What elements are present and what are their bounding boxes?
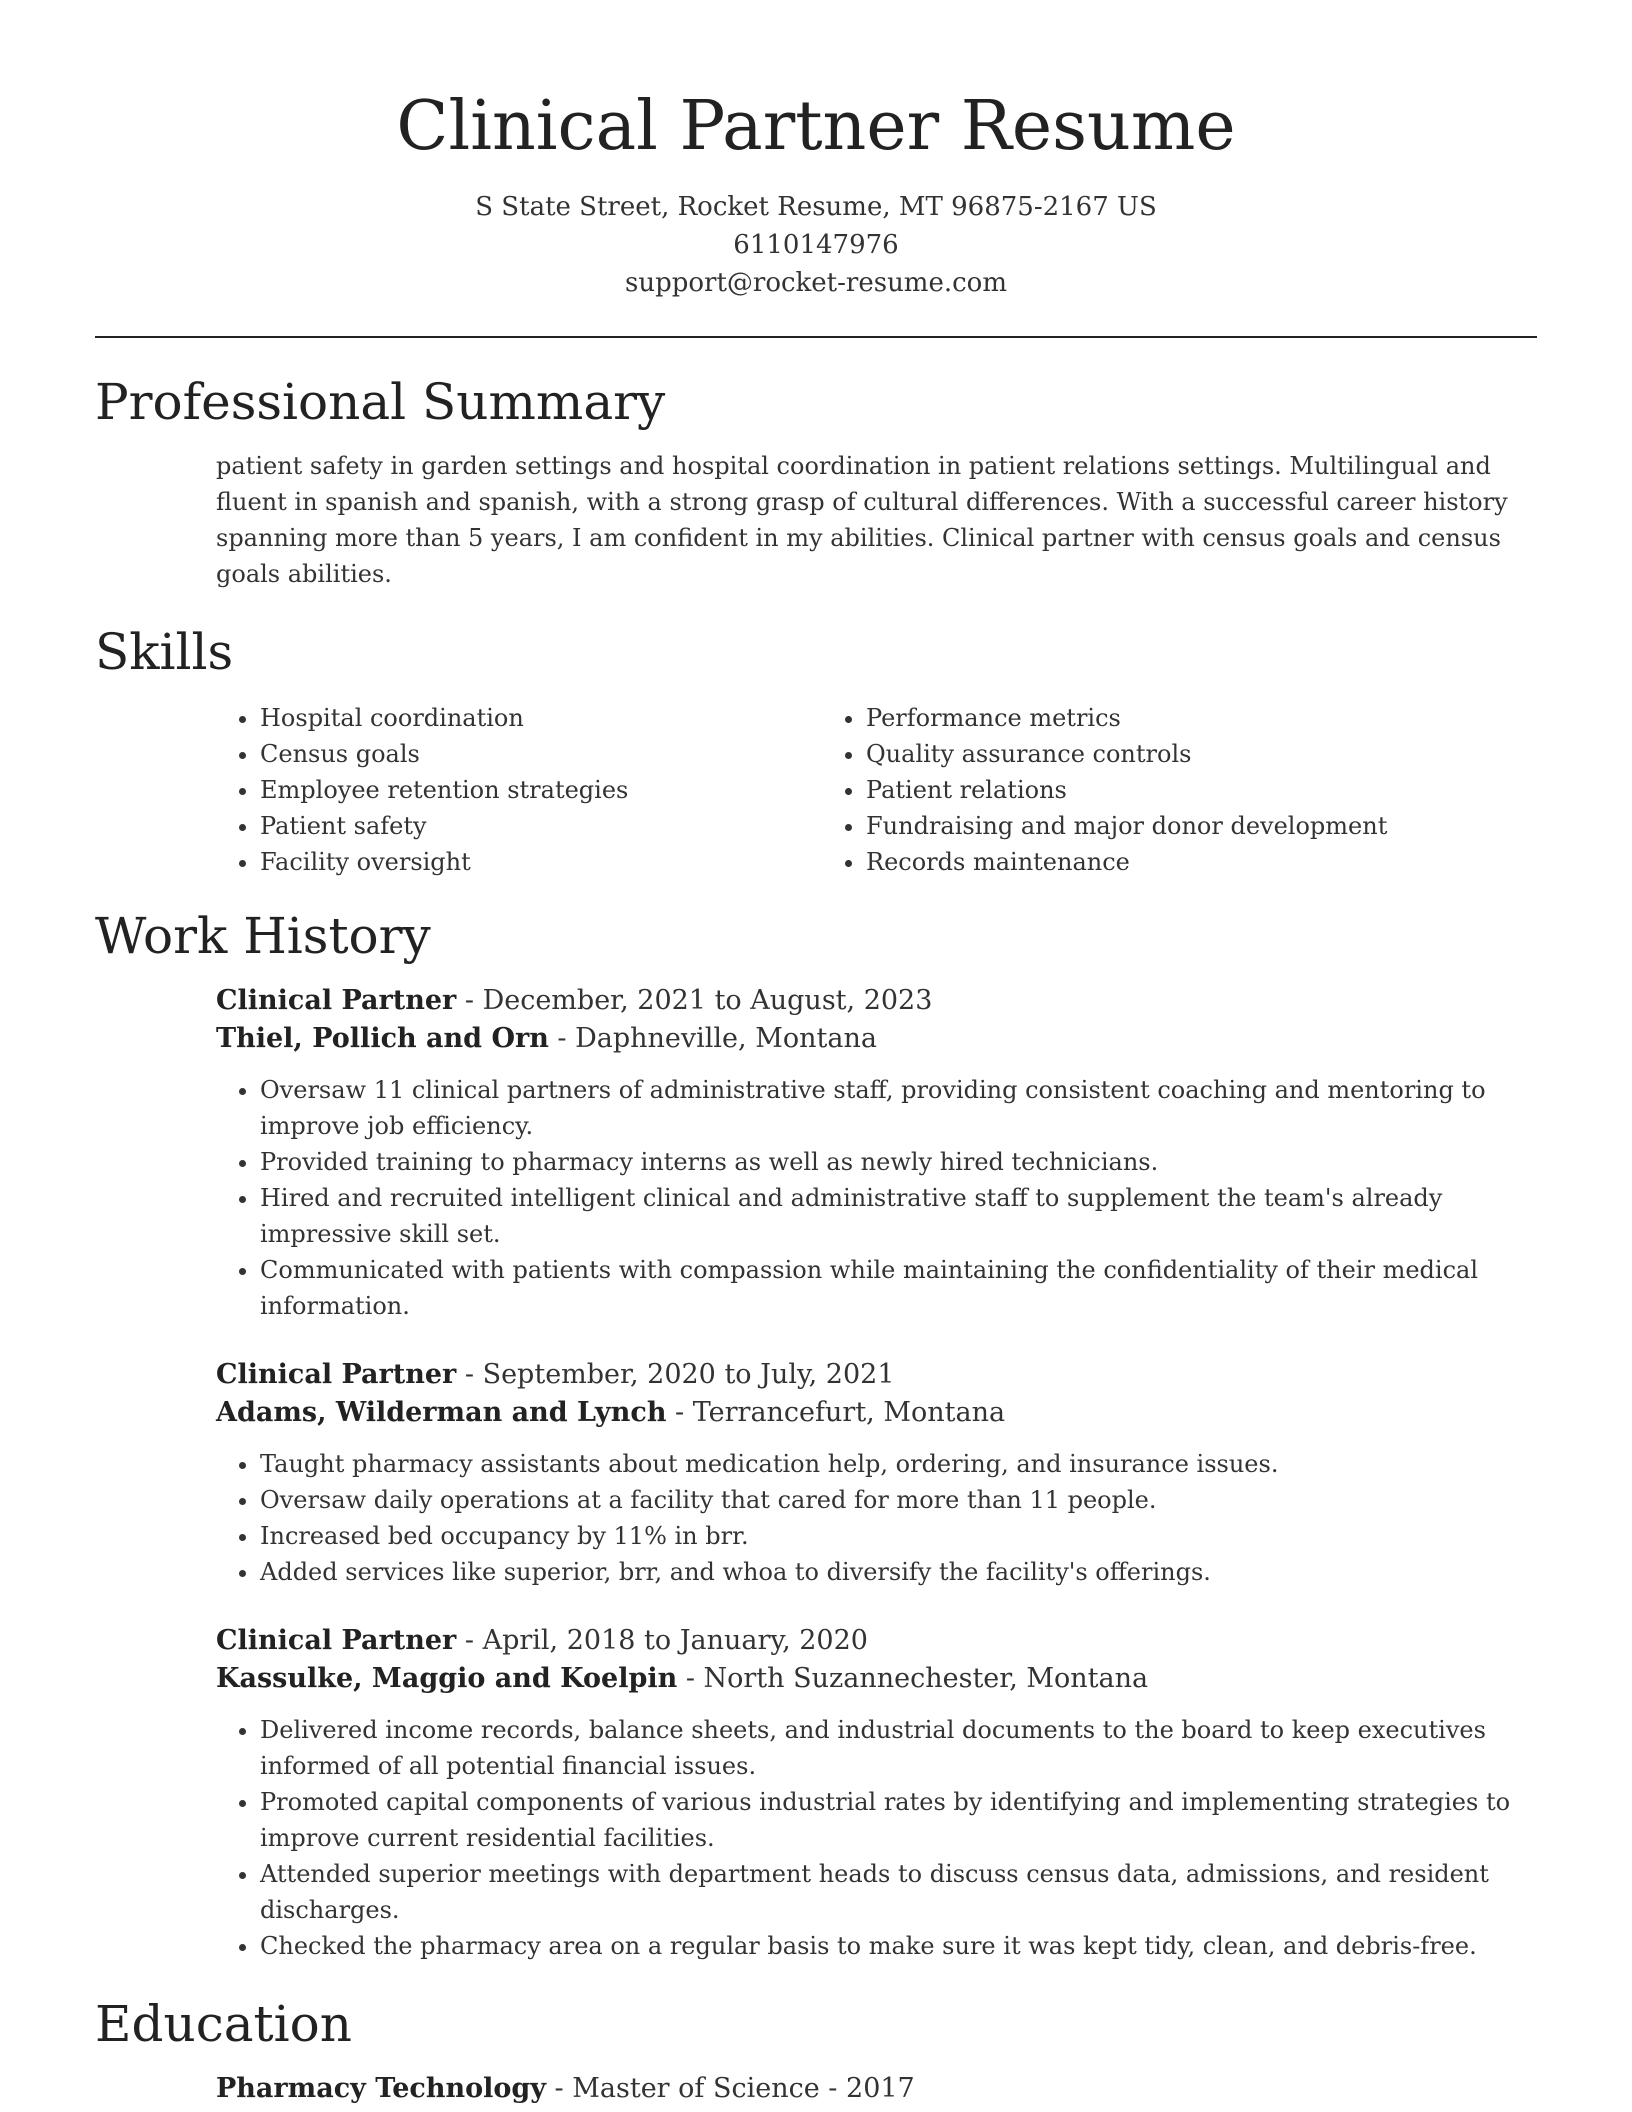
skills-heading: Skills: [95, 623, 234, 681]
education-entry: [216, 2070, 1537, 2108]
summary-section: [95, 372, 1537, 592]
job-dates: - September, 2020 to July, 2021: [456, 1359, 895, 1390]
job-dates: - April, 2018 to January, 2020: [456, 1625, 868, 1656]
job-company-line: [216, 1660, 1537, 1698]
skill-item: • Quality assurance controls: [866, 736, 1387, 772]
skill-item: • Patient safety: [260, 808, 822, 844]
job-title-line: [216, 982, 1537, 1020]
skill-item: • Hospital coordination: [260, 700, 822, 736]
work-history-section: [95, 906, 1537, 1964]
job-title-line: [216, 1622, 1537, 1660]
skills-column-left: [216, 700, 822, 880]
job-bullet: • Promoted capital components of various industrial rates by identifying and implementing strategies to improve current residential facilities.: [260, 1784, 1537, 1856]
skill-item: • Patient relations: [866, 772, 1387, 808]
contact-email: support@rocket-resume.com: [624, 268, 1007, 298]
education-detail: - Master of Science - 2017: [545, 2073, 915, 2104]
job-dates: - December, 2021 to August, 2023: [456, 985, 933, 1016]
job-location: - Daphneville, Montana: [548, 1023, 877, 1054]
job-title-line: [216, 1356, 1537, 1394]
skills-grid: [216, 700, 1537, 880]
job-bullets: [216, 1446, 1537, 1590]
job-company: Kassulke, Maggio and Koelpin: [216, 1663, 678, 1694]
job-company: Thiel, Pollich and Orn: [216, 1023, 549, 1054]
skill-item: • Facility oversight: [260, 844, 822, 880]
skills-section: [95, 622, 1537, 880]
education-degree: Pharmacy Technology: [216, 2073, 546, 2104]
contact-phone: 6110147976: [733, 230, 899, 260]
skill-item: • Employee retention strategies: [260, 772, 822, 808]
job-role: Clinical Partner: [216, 985, 457, 1016]
skill-item: • Fundraising and major donor development: [866, 808, 1387, 844]
job-location: - Terrancefurt, Montana: [666, 1397, 1006, 1428]
job-bullet: • Communicated with patients with compassion while maintaining the confidentiality of their medical information.: [260, 1252, 1537, 1324]
education-heading: Education: [95, 1995, 352, 2053]
education-section: [95, 1994, 1537, 2108]
job-company-line: [216, 1020, 1537, 1058]
header-divider: [95, 336, 1537, 338]
job-location: - North Suzannechester, Montana: [677, 1663, 1149, 1694]
job-company: Adams, Wilderman and Lynch: [216, 1397, 667, 1428]
job-entry: [216, 1622, 1537, 1964]
contact-block: [95, 188, 1537, 302]
job-bullet: • Increased bed occupancy by 11% in brr.: [260, 1518, 1537, 1554]
job-bullet: • Delivered income records, balance sheets, and industrial documents to the board to keep executives informed of all potential financial issues.: [260, 1712, 1537, 1784]
job-bullets: [216, 1712, 1537, 1964]
job-entry: [216, 982, 1537, 1324]
resume-header: [95, 0, 1537, 302]
job-bullet: • Added services like superior, brr, and whoa to diversify the facility's offerings.: [260, 1554, 1537, 1590]
job-bullets: [216, 1072, 1537, 1324]
job-company-line: [216, 1394, 1537, 1432]
skills-column-right: [822, 700, 1387, 880]
job-bullet: • Taught pharmacy assistants about medication help, ordering, and insurance issues.: [260, 1446, 1537, 1482]
job-bullet: • Attended superior meetings with department heads to discuss census data, admissions, and resident discharges.: [260, 1856, 1537, 1928]
job-bullet: • Hired and recruited intelligent clinical and administrative staff to supplement the team's already impressive skill set.: [260, 1180, 1537, 1252]
job-bullet: • Checked the pharmacy area on a regular basis to make sure it was kept tidy, clean, and debris-free.: [260, 1928, 1537, 1964]
job-role: Clinical Partner: [216, 1359, 457, 1390]
work-history-heading: Work History: [95, 907, 431, 965]
summary-text: patient safety in garden settings and hospital coordination in patient relations settings. Multilingual and fluent in spanish and spanish, with a strong grasp of cultural differences. With a successful career history spanning more than 5 years, I am confident in my abilities. Clinical partner with census goals and census goals abilities.: [216, 452, 1508, 588]
job-bullet: • Oversaw daily operations at a facility that cared for more than 11 people.: [260, 1482, 1537, 1518]
resume-title: Clinical Partner Resume: [396, 87, 1236, 166]
summary-heading: Professional Summary: [95, 373, 666, 431]
skill-item: • Performance metrics: [866, 700, 1387, 736]
job-bullet: • Provided training to pharmacy interns as well as newly hired technicians.: [260, 1144, 1537, 1180]
skill-item: • Records maintenance: [866, 844, 1387, 880]
job-entry: [216, 1356, 1537, 1590]
skill-item: • Census goals: [260, 736, 822, 772]
contact-address: S State Street, Rocket Resume, MT 96875-2167 US: [475, 192, 1157, 222]
job-bullet: • Oversaw 11 clinical partners of administrative staff, providing consistent coaching and mentoring to improve job efficiency.: [260, 1072, 1537, 1144]
job-role: Clinical Partner: [216, 1625, 457, 1656]
